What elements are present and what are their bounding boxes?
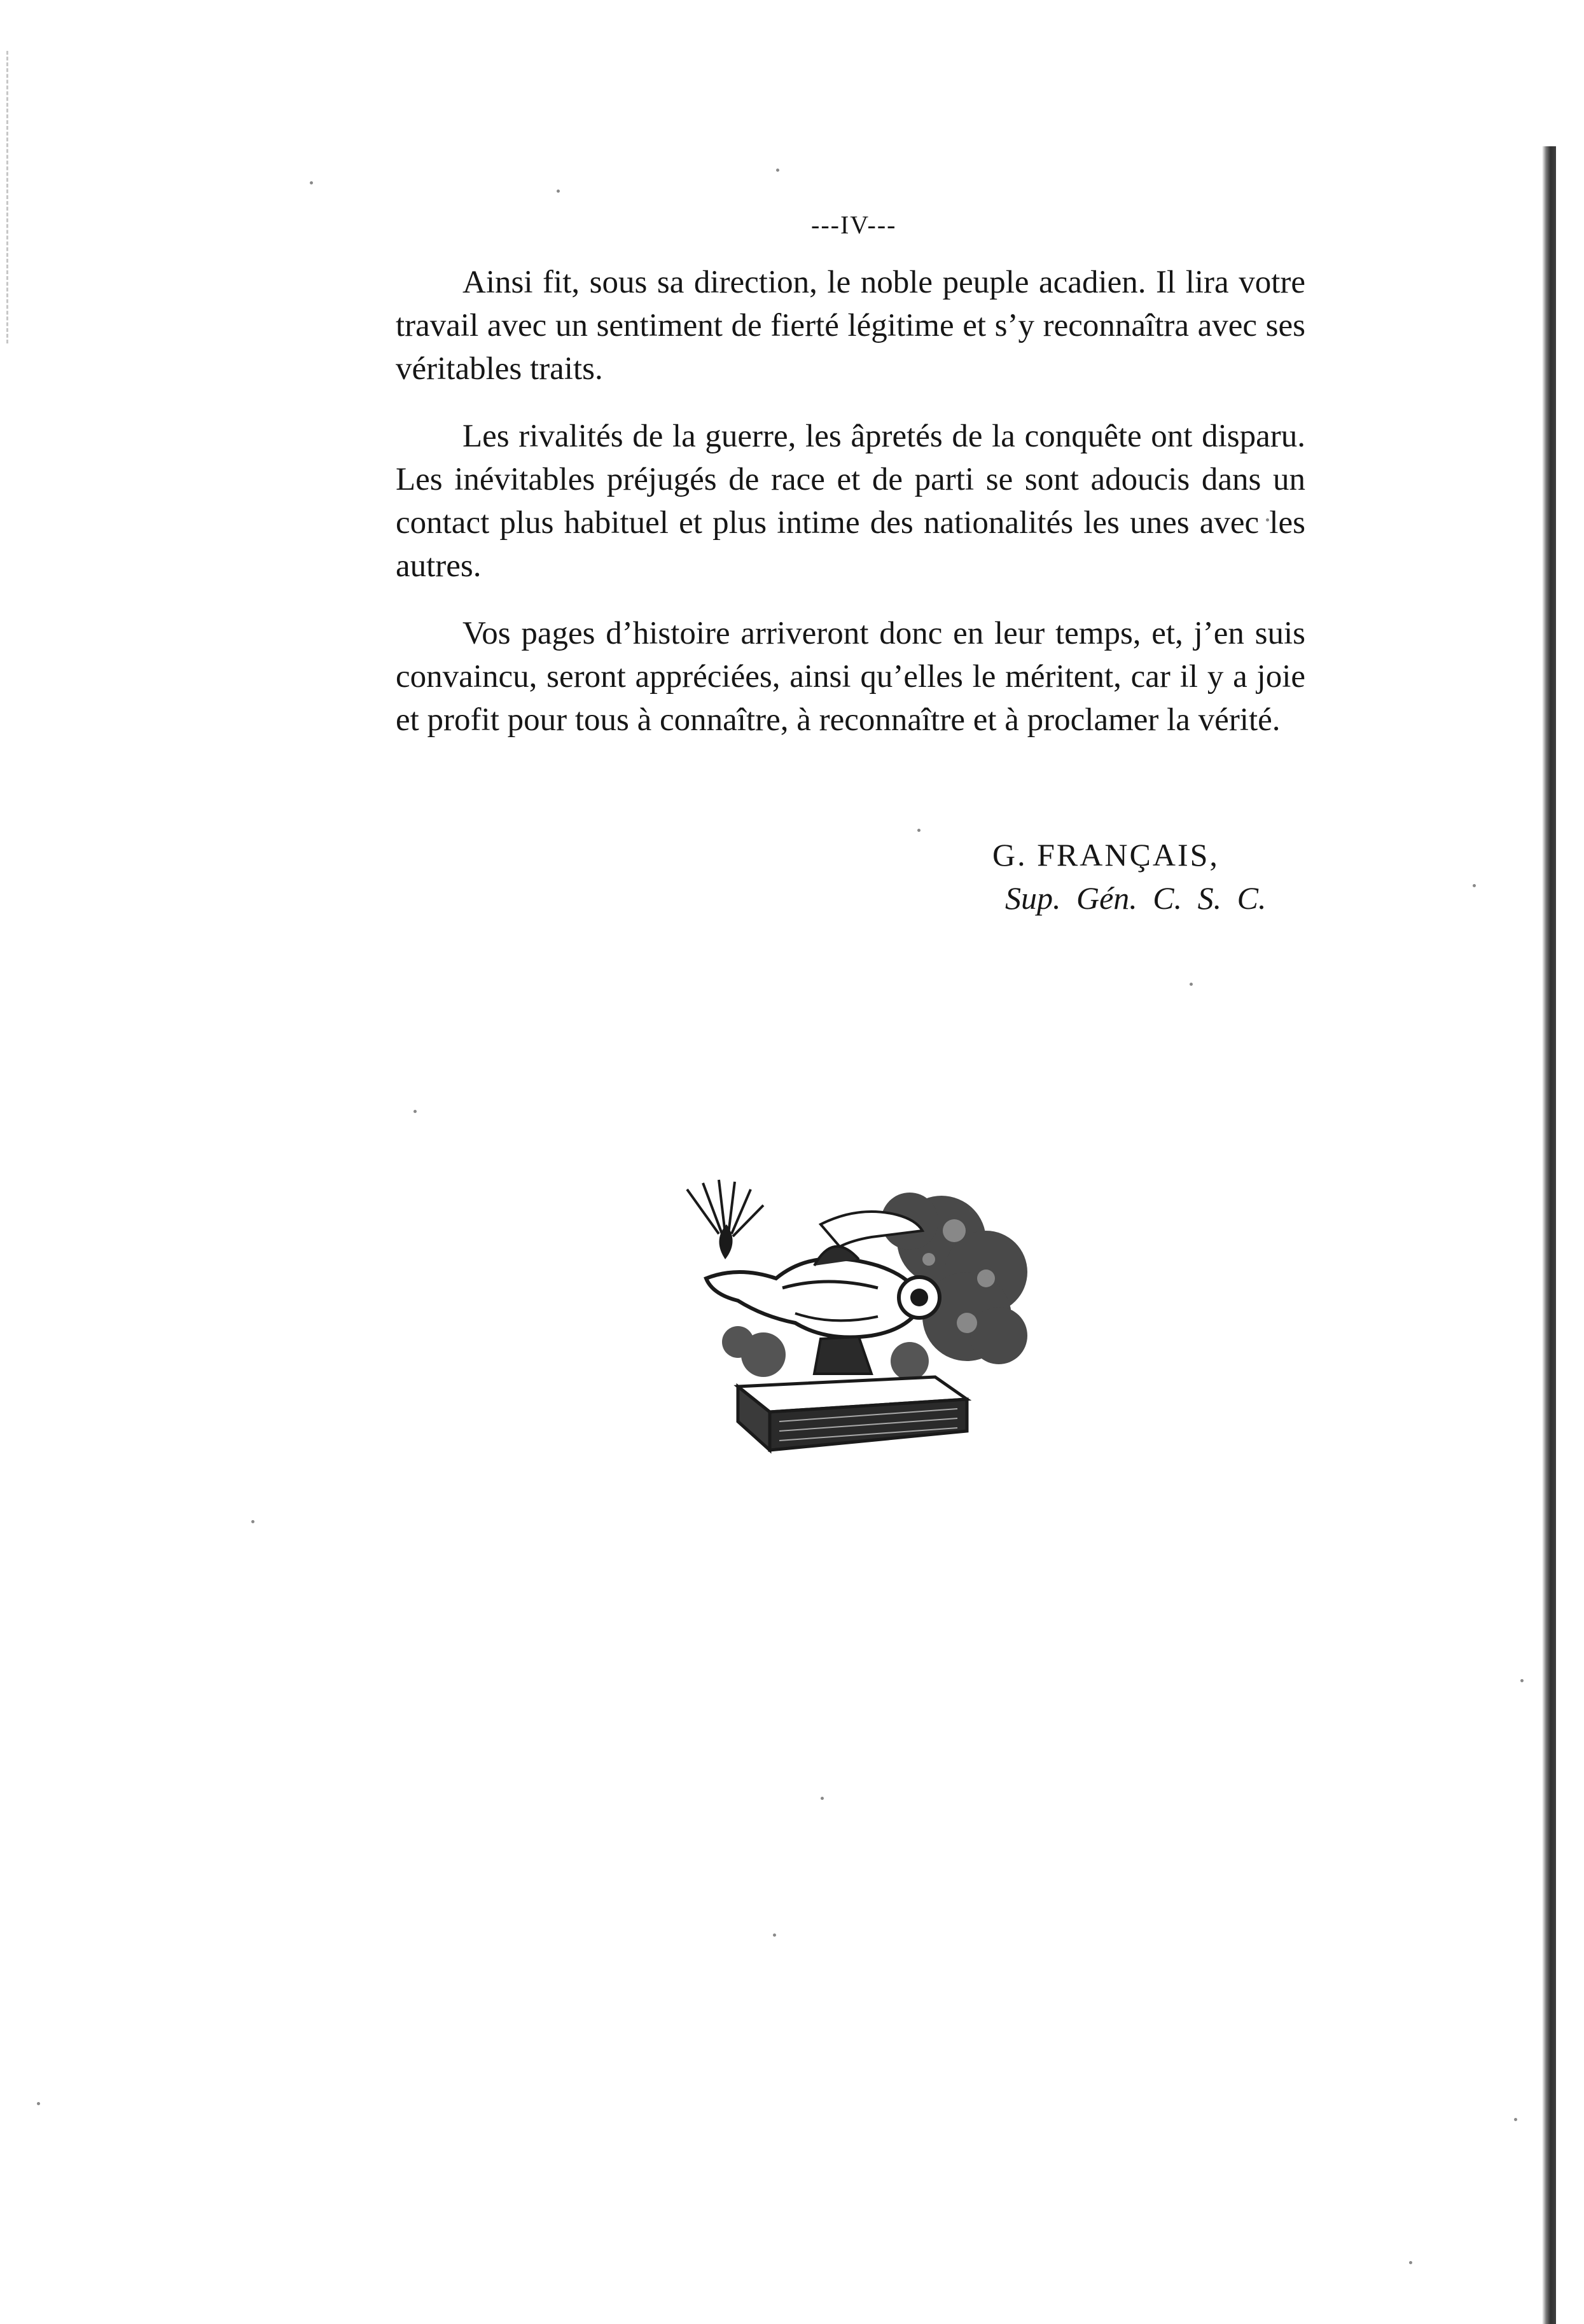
oil-lamp-on-book-icon <box>668 1170 1050 1469</box>
page-number: ---IV--- <box>811 211 897 239</box>
speck <box>1190 983 1193 986</box>
speck <box>1473 884 1476 887</box>
speck <box>251 1520 254 1523</box>
speck <box>37 2102 40 2105</box>
speck <box>917 829 921 832</box>
speck <box>1409 2261 1412 2264</box>
paragraph: Les rivalités de la guerre, les âpretés de la conquête ont disparu. Les inévitables préjugés de race et de parti se sont adoucis dans un contact plus habituel et plus intime des nationalités les unes avec les autres. <box>396 418 1305 584</box>
paragraph: Ainsi fit, sous sa direction, le noble peuple acadien. Il lira votre travail avec un sentiment de fierté légitime et s’y reconnaîtra avec ses véritables traits. <box>396 265 1305 387</box>
speck <box>773 1933 776 1937</box>
paragraph: Vos pages d’histoire arriveront donc en leur temps, et, j’en suis convaincu, seront appréciées, ainsi qu’elles le méritent, car il y a joie et profit pour tous à connaître, à reconnaître et à proclamer la vérité. <box>396 616 1305 738</box>
signature-title: Sup. Gén. C. S. C. <box>1005 880 1267 916</box>
speck <box>557 190 560 193</box>
scan-edge-left <box>6 51 11 343</box>
speck <box>821 1797 824 1800</box>
signature-block <box>992 833 1298 920</box>
speck <box>310 181 313 184</box>
speck <box>1514 2118 1517 2121</box>
scan-edge-right <box>1542 146 1556 2324</box>
signature-name: G. FRANÇAIS, <box>992 837 1219 873</box>
speck <box>776 169 779 172</box>
speck <box>1520 1679 1524 1682</box>
speck <box>413 1110 417 1113</box>
body-text <box>396 261 1305 766</box>
